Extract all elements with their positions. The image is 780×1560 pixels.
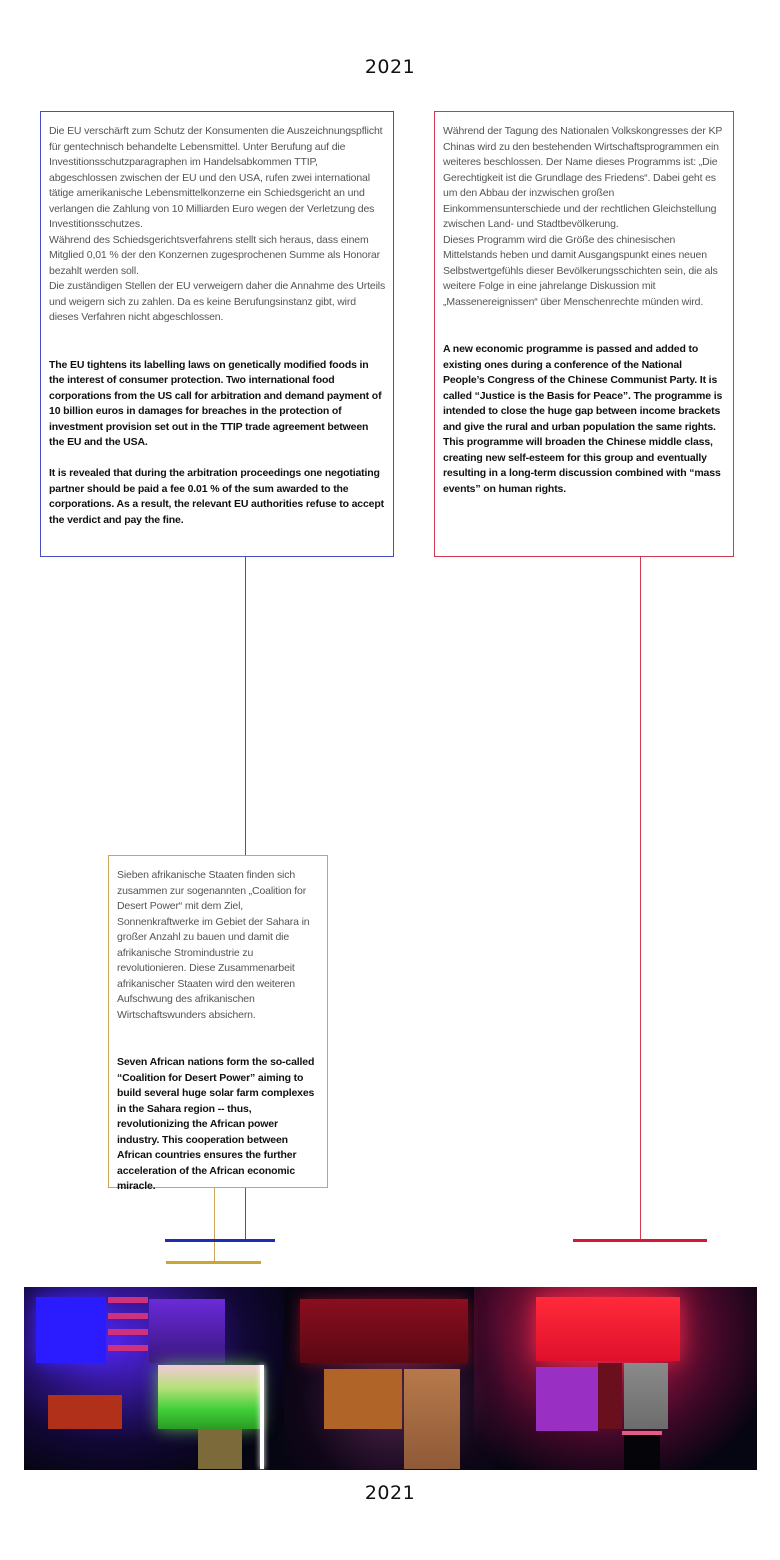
china-text-english: A new economic programme is passed and added to existing ones during a conference of the National People’s Congress of the Chinese Communist Party. It is called “Justice is the Basis for Peace”. The programme is intended to close the huge gap between income brackets and give the rural and urban population the same rights. This programme will broaden the Chinese middle class, creating new self-esteem for this group and eventually resulting in a long-term discussion combined with “mass events” on human rights. — [443, 343, 723, 495]
art-olive-rect — [198, 1429, 242, 1469]
eu-text-english: The EU tightens its labelling laws on genetically modified foods in the interest of consumer protection. Two international food corporations from the US call for arbitration and demand payment of 10 billion euros in damages for breaches in the protection of investment provision set out in the TTIP trade agreement between the EU and the USA. It is revealed that during the arbitration proceedings one negotiating partner should be paid a fee 0.01 % of the sum awarded to the corporations. As a result, the relevant EU authorities refuse to accept the verdict and pay the fine. — [49, 358, 384, 526]
eu-text-german: Die EU verschärft zum Schutz der Konsumenten die Auszeichnungspflicht für gentechnisch behandelte Lebensmittel. Unter Berufung auf die Investitionsschutzparagraphen im Handelsabkommen TTIP, abgeschlossen zwischen der EU und den USA, rufen zwei international tätige amerikanische Lebensmittelkonzerne ein Schiedsgericht an und verlangen die Zahlung von 10 Milliarden Euro wegen der Verletzung des Investitionsschutzes. Während des Schiedsgerichtsverfahrens stellt sich heraus, dass einem Mitglied 0,01 % der den Konzernen zugesprochenen Summe als Honorar bezahlt werden soll. Die zuständigen Stellen der EU verweigern daher die Annahme des Urteils und weigern sich zu zahlen. Da es keine Berufungsinstanz gibt, wird dieses Verfahren nicht abgeschlossen. — [49, 125, 386, 323]
art-purple-rect — [536, 1367, 598, 1431]
art-tan-rect — [404, 1369, 460, 1469]
abstract-artwork — [24, 1287, 757, 1470]
art-pink-stripe — [108, 1345, 148, 1351]
africa-baseline-bar — [166, 1261, 261, 1264]
china-baseline-bar — [573, 1239, 707, 1242]
eu-connector-line-lower — [245, 1188, 246, 1241]
art-maroon-rect — [598, 1363, 622, 1429]
art-orange-rect — [324, 1369, 402, 1429]
art-violet-rect — [149, 1299, 225, 1363]
china-event-box — [434, 111, 734, 557]
year-label-bottom: 2021 — [364, 1482, 416, 1504]
art-pink-stripe — [108, 1297, 148, 1303]
art-red-square — [536, 1297, 680, 1361]
art-green-glow — [158, 1365, 260, 1429]
art-white-bar — [260, 1365, 264, 1469]
art-grey-rect — [624, 1363, 668, 1429]
africa-text-english: Seven African nations form the so-called “Coalition for Desert Power” aiming to build several huge solar farm complexes in the Sahara region -- thus, revolutionizing the African power industry. This cooperation between African countries ensures the further acceleration of the African economic miracle. — [117, 1056, 315, 1192]
art-rust-rect — [48, 1395, 122, 1429]
eu-baseline-bar — [165, 1239, 275, 1242]
eu-event-box — [40, 111, 394, 557]
year-label-top: 2021 — [364, 56, 416, 78]
art-blue-square — [36, 1297, 106, 1363]
art-pink-stripe — [108, 1313, 148, 1319]
art-black-square — [624, 1435, 660, 1470]
africa-connector-line — [214, 1188, 215, 1264]
art-pink-stripe — [108, 1329, 148, 1335]
eu-connector-line — [245, 557, 246, 855]
china-connector-line — [640, 557, 641, 1241]
africa-text-german: Sieben afrikanische Staaten finden sich zusammen zur sogenannten „Coalition for Desert Power“ mit dem Ziel, Sonnenkraftwerke im Gebiet der Sahara in großer Anzahl zu bauen und damit die afrikanische Stromindustrie zu revolutionieren. Diese Zusammenarbeit afrikanischer Staaten wird den weiteren Aufschwung des afrikanischen Wirtschaftswunders absichern. — [117, 869, 310, 1021]
china-text-german: Während der Tagung des Nationalen Volkskongresses der KP Chinas wird zu den bestehenden Wirtschaftsprogrammen ein weiteres beschlossen. Der Name dieses Programms ist: „Die Gerechtigkeit ist die Grundlage des Friedens“. Dabei geht es um den Abbau der inzwischen großen Einkommensunterschiede und der rechtlichen Gleichstellung zwischen Land- und Stadtbevölkerung. Dieses Programm wird die Größe des chinesischen Mittelstands heben und damit Ausgangspunkt eines neuen Selbstwertgefühls dieser Bevölkerungsschichten sein, die als weitere Folge in eine jahrelange Diskussion mit „Massenereignissen“ über Menschenrechte münden wird. — [443, 125, 722, 308]
africa-event-box — [108, 855, 328, 1192]
art-dark-red-rect — [300, 1299, 468, 1363]
